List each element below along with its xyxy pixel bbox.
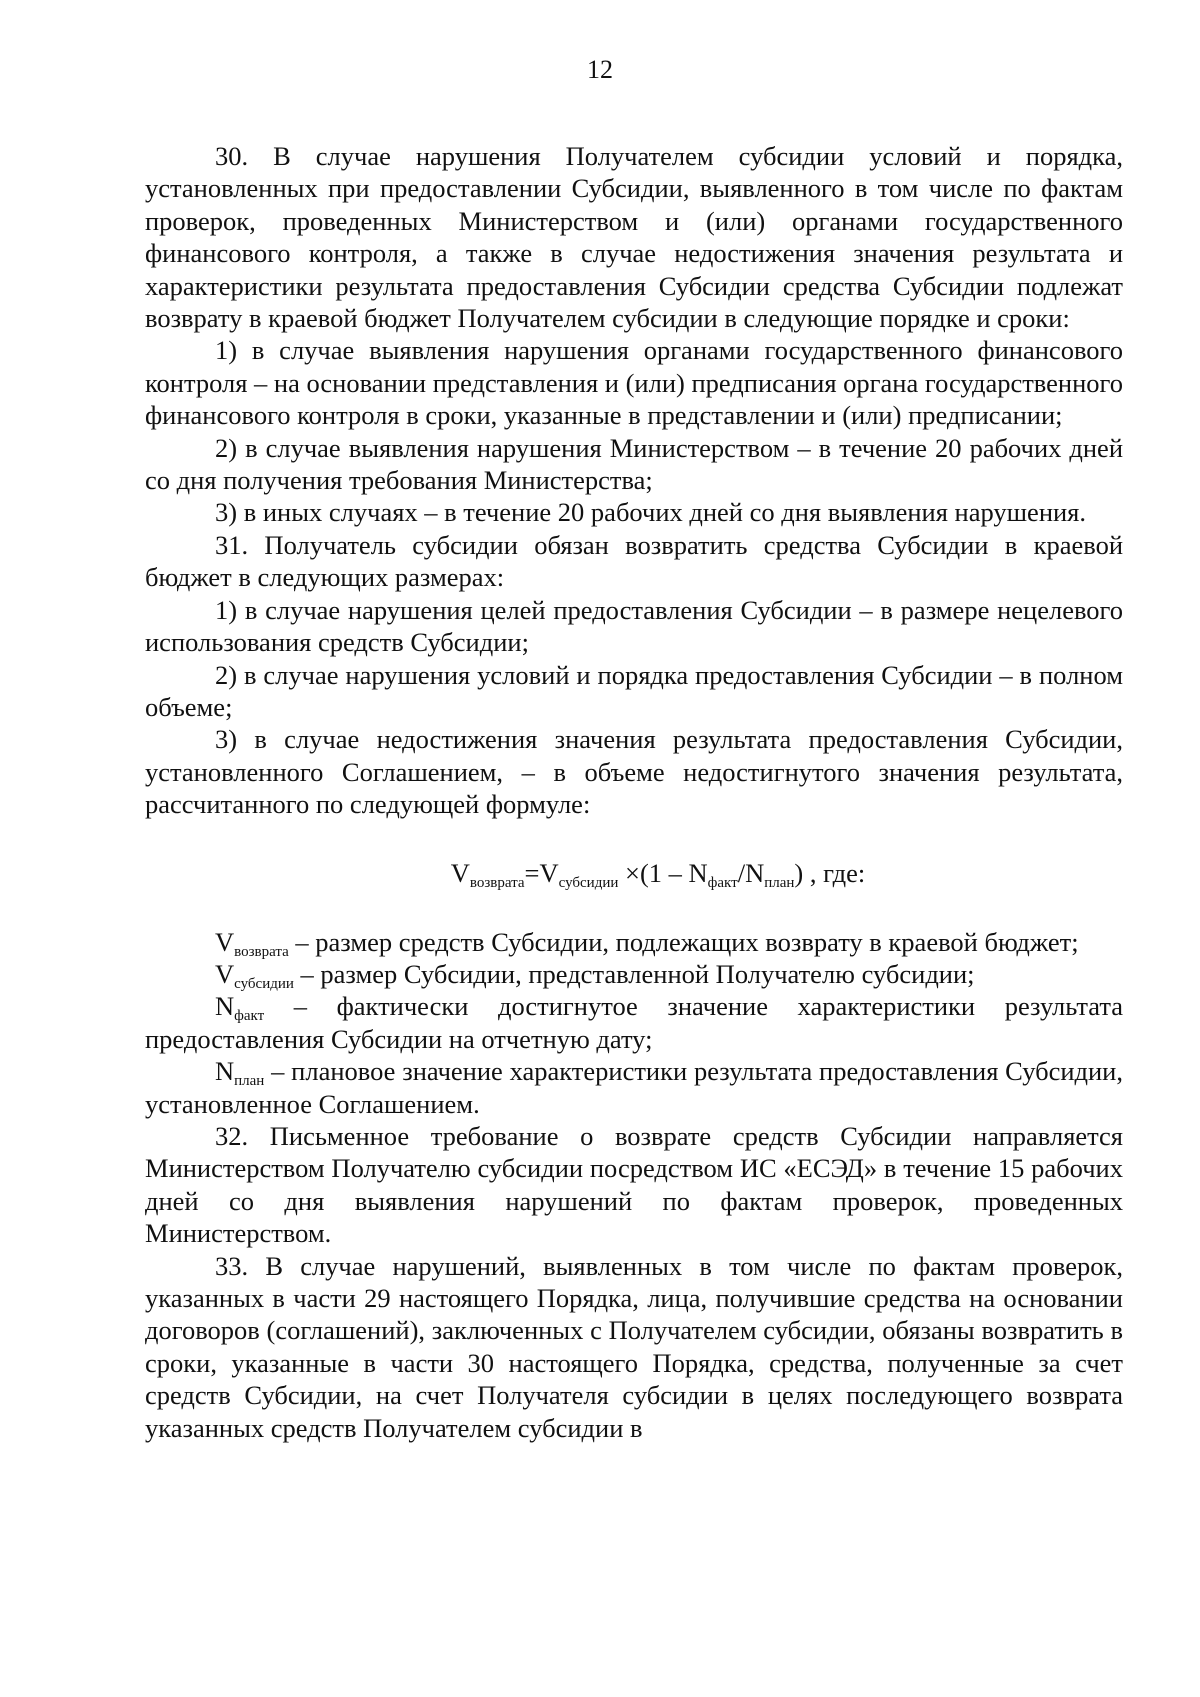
definition-v-subsidii bbox=[145, 958, 1123, 990]
formula-v: V bbox=[450, 857, 470, 888]
paragraph-31-item-3: 3) в случае недостижения значения результата предоставления Субсидии, установленного Соглашением, – в объеме недостигнутого значения результата, рассчитанного по следующей формуле: bbox=[145, 724, 1123, 820]
def2-sub: субсидии bbox=[234, 975, 294, 992]
formula-sub-fakt: факт bbox=[707, 874, 738, 891]
refund-formula bbox=[145, 849, 1123, 897]
formula-equals: = bbox=[524, 857, 540, 888]
def3-symbol: N bbox=[215, 991, 235, 1022]
paragraph-30-item-1: 1) в случае выявления нарушения органами государственного финансового контроля – на основании представления и (или) предписания органа государственного финансового контроля в сроки, указанные в представлении и (или) предписании; bbox=[145, 335, 1124, 431]
paragraph-30-item-2: 2) в случае выявления нарушения Министерством – в течение 20 рабочих дней со дня получения требования Министерства; bbox=[145, 432, 1123, 496]
def4-sub: план bbox=[234, 1073, 265, 1090]
paragraph-30-item-3: 3) в иных случаях – в течение 20 рабочих дней со дня выявления нарушения. bbox=[215, 497, 1086, 528]
paragraph-31-item-2: 2) в случае нарушения условий и порядка предоставления Субсидии – в полном объеме; bbox=[145, 659, 1123, 722]
paragraph-31: 31. Получатель субсидии обязан возвратить средства Субсидии в краевой бюджет в следующих размерах: bbox=[145, 529, 1123, 593]
formula-n2: N bbox=[745, 857, 765, 888]
paragraph-31-item-1: 1) в случае нарушения целей предоставления Субсидии – в размере нецелевого использования средств Субсидии; bbox=[145, 594, 1123, 658]
formula-slash: / bbox=[737, 857, 746, 888]
formula-sub-subsidii: субсидии bbox=[558, 874, 619, 891]
formula-v2: V bbox=[539, 857, 559, 888]
def2-symbol: V bbox=[215, 958, 235, 989]
formula-times: ×(1 – bbox=[618, 857, 689, 888]
def1-text: – размер средств Субсидии, подлежащих возврату в краевой бюджет; bbox=[288, 926, 1079, 957]
def4-text: – плановое значение характеристики результата предоставления Субсидии, установленное Соглашением. bbox=[145, 1056, 1123, 1119]
document-body bbox=[145, 140, 1123, 1444]
formula-close: ) , где: bbox=[794, 857, 866, 888]
formula-sub-plan: план bbox=[764, 874, 795, 891]
def4-symbol: N bbox=[215, 1056, 235, 1087]
def2-text: – размер Субсидии, представленной Получателю субсидии; bbox=[293, 958, 975, 989]
page-number: 12 bbox=[587, 55, 613, 84]
definition-n-fakt bbox=[145, 990, 1123, 1055]
formula-n: N bbox=[688, 857, 708, 888]
def3-text: – фактически достигнутое значение характеристики результата предоставления Субсидии на отчетную дату; bbox=[145, 991, 1123, 1054]
def1-symbol: V bbox=[215, 926, 235, 957]
def1-sub: возврата bbox=[234, 943, 289, 960]
definition-n-plan bbox=[145, 1055, 1123, 1120]
paragraph-32: 32. Письменное требование о возврате средств Субсидии направляется Министерством Получателю субсидии посредством ИС «ЕСЭД» в течение 15 рабочих дней со дня выявления нарушений по фактам проверок, проведенных Министерством. bbox=[145, 1120, 1123, 1249]
paragraph-33: 33. В случае нарушений, выявленных в том числе по фактам проверок, указанных в части 29 настоящего Порядка, лица, получившие средства на основании договоров (соглашений), заключенных с Получателем субсидии, обязаны возвратить в сроки, указанные в части 30 настоящего Порядка, средства, полученные за счет средств Субсидии, на счет Получателя субсидии в целях последующего возврата указанных средств Получателем субсидии в bbox=[145, 1250, 1123, 1443]
def3-sub: факт bbox=[234, 1008, 265, 1025]
paragraph-30: 30. В случае нарушения Получателем субсидии условий и порядка, установленных при предоставлении Субсидии, выявленного в том числе по фактам проверок, проведенных Министерством и (или) органами государственного финансового контроля, а также в случае недостижения значения результата и характеристики результата предоставления Субсидии средства Субсидии подлежат возврату в краевой бюджет Получателем субсидии в следующие порядке и сроки: bbox=[145, 141, 1123, 334]
formula-sub-vozvrata: возврата bbox=[469, 874, 525, 891]
definition-v-vozvrata bbox=[145, 926, 1123, 958]
